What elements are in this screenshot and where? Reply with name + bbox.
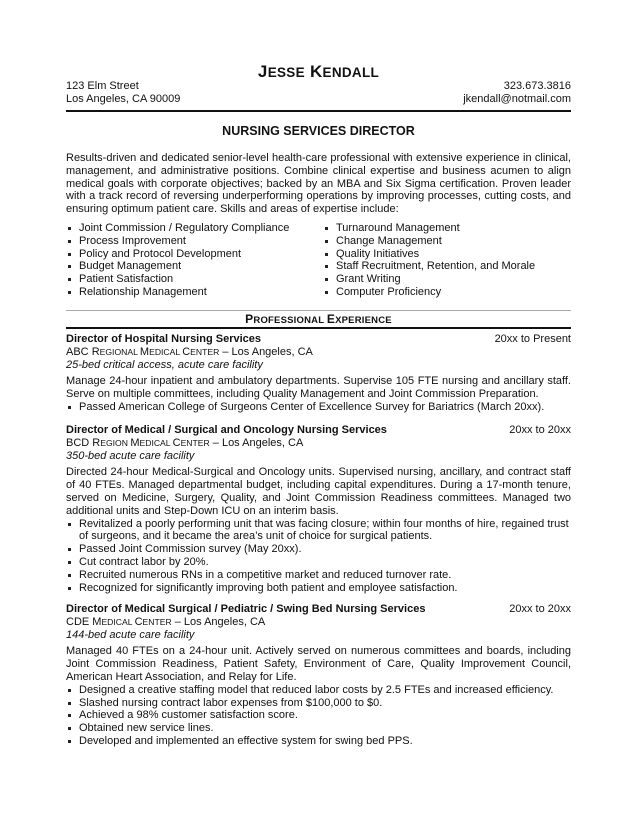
address-line-1: 123 Elm Street bbox=[66, 80, 139, 92]
candidate-name bbox=[66, 62, 571, 81]
phone-number: 323.673.3816 bbox=[503, 80, 571, 92]
employer-part: ENTER bbox=[142, 616, 172, 627]
achievement-item: Obtained new service lines. bbox=[66, 722, 571, 735]
skill-item: Process Improvement bbox=[66, 235, 323, 248]
skill-item: Patient Satisfaction bbox=[66, 273, 323, 286]
facility-description: 25-bed critical access, acute care facility bbox=[66, 358, 263, 371]
employer-part: ABC bbox=[66, 345, 92, 358]
employer-part: C bbox=[134, 615, 143, 628]
employer-part: C bbox=[172, 436, 181, 449]
job-entry bbox=[66, 603, 571, 748]
job-dates: 20xx to 20xx bbox=[509, 424, 571, 436]
achievement-item: Slashed nursing contract labor expenses from $100,000 to $0. bbox=[66, 697, 571, 710]
employer-part: R bbox=[91, 345, 100, 358]
employer-part: BCD bbox=[66, 436, 93, 449]
contact-block bbox=[463, 80, 571, 106]
employer-part: C bbox=[182, 345, 191, 358]
heading-initial: E bbox=[326, 312, 336, 326]
employer-part: EGIONAL bbox=[99, 346, 140, 357]
heading-rest: ROFESSIONAL bbox=[253, 315, 327, 326]
name-rest: ENDALL bbox=[322, 65, 380, 80]
achievement-list bbox=[66, 401, 571, 414]
section-divider-bottom bbox=[66, 327, 571, 329]
employer-part: CDE bbox=[66, 615, 93, 628]
skills-column-left bbox=[66, 222, 323, 299]
achievement-item: Passed Joint Commission survey (May 20xx). bbox=[66, 543, 571, 556]
employer-part: EDICAL bbox=[149, 346, 183, 357]
skill-item: Policy and Protocol Development bbox=[66, 248, 323, 261]
employer-part: EDICAL bbox=[101, 616, 135, 627]
job-title: Director of Medical / Surgical and Oncology Nursing Services bbox=[66, 424, 387, 436]
resume-page bbox=[66, 0, 571, 747]
resume-title: NURSING SERVICES DIRECTOR bbox=[222, 124, 415, 138]
achievement-item: Revitalized a poorly performing unit that was facing closure; within four months of hire, regained trust of surgeons, and it became the area’s unit of choice for surgical patients. bbox=[66, 518, 571, 544]
email-address[interactable]: jkendall@notmail.com bbox=[463, 92, 571, 105]
job-title: Director of Medical Surgical / Pediatric / Swing Bed Nursing Services bbox=[66, 603, 426, 615]
heading-rest: XPERIENCE bbox=[335, 315, 392, 326]
skill-item: Staff Recruitment, Retention, and Morale bbox=[323, 260, 535, 273]
summary-paragraph: Results-driven and dedicated senior-level health-care professional with extensive experience in clinical, management, and administrative positions. Combine clinical expertise and business acumen to align medical goals with corporate objectives; backed by an MBA and Six Sigma certification. Proven leader with a track record of reversing underperforming operations by improving processes, cutting costs, and ensuring optimum patient care. Skills and areas of expertise include: bbox=[66, 152, 571, 216]
skill-item: Change Management bbox=[323, 235, 535, 248]
employer bbox=[66, 437, 571, 450]
job-entry bbox=[66, 424, 571, 594]
employer-part: EGION bbox=[100, 437, 131, 448]
skill-item: Computer Proficiency bbox=[323, 286, 535, 299]
skills-column-right bbox=[323, 222, 535, 299]
job-dates: 20xx to Present bbox=[494, 333, 571, 345]
resume-header bbox=[66, 0, 571, 112]
name-initial: J bbox=[257, 62, 268, 81]
achievement-item: Recognized for significantly improving both patient and employee satisfaction. bbox=[66, 582, 571, 595]
achievement-item: Achieved a 98% customer satisfaction score. bbox=[66, 709, 571, 722]
employer-part: M bbox=[92, 615, 102, 628]
address-line-2: Los Angeles, CA 90009 bbox=[66, 92, 181, 105]
employer-location: – Los Angeles, CA bbox=[219, 345, 313, 358]
job-description: Manage 24-hour inpatient and ambulatory departments. Supervise 105 FTE nursing and ancillary staff. Serve on multiple committees, including Quality Management and Joint Commission Preparation. bbox=[66, 375, 571, 401]
skill-item: Budget Management bbox=[66, 260, 323, 273]
address-block bbox=[66, 80, 180, 106]
employer-part: EDICAL bbox=[139, 437, 173, 448]
job-entry bbox=[66, 333, 571, 414]
achievement-item: Recruited numerous RNs in a competitive market and reduced turnover rate. bbox=[66, 569, 571, 582]
heading-initial: P bbox=[245, 312, 254, 326]
skill-item: Grant Writing bbox=[323, 273, 535, 286]
header-divider bbox=[66, 110, 571, 112]
section-heading-experience bbox=[66, 313, 571, 328]
skill-item: Joint Commission / Regulatory Compliance bbox=[66, 222, 323, 235]
skills-list bbox=[66, 222, 571, 299]
skill-item: Relationship Management bbox=[66, 286, 323, 299]
section-divider-top bbox=[66, 310, 571, 311]
employer bbox=[66, 616, 571, 629]
employer-part: M bbox=[130, 436, 140, 449]
achievement-item: Passed American College of Surgeons Center of Excellence Survey for Bariatrics (March 20xx). bbox=[66, 401, 571, 414]
achievement-item: Designed a creative staffing model that reduced labor costs by 2.5 FTEs and increased efficiency. bbox=[66, 684, 571, 697]
job-header bbox=[66, 424, 571, 437]
job-header bbox=[66, 603, 571, 616]
employer bbox=[66, 346, 571, 359]
employer-location: – Los Angeles, CA bbox=[171, 615, 266, 628]
job-title: Director of Hospital Nursing Services bbox=[66, 333, 261, 345]
employer-location: – Los Angeles, CA bbox=[209, 436, 304, 449]
achievement-item: Developed and implemented an effective system for swing bed PPS. bbox=[66, 735, 571, 748]
name-rest: ESSE bbox=[267, 65, 305, 80]
achievement-list bbox=[66, 518, 571, 595]
skill-item: Turnaround Management bbox=[323, 222, 535, 235]
employer-part: R bbox=[92, 436, 101, 449]
job-header bbox=[66, 333, 571, 346]
facility-description: 144-bed acute care facility bbox=[66, 628, 195, 641]
job-description: Directed 24-hour Medical-Surgical and Oncology units. Supervised nursing, ancillary, and contract staff of 40 FTEs. Managed departmental budget, including capital expenditures. During a 17-month tenure, served on Medicine, Surgery, Quality, and Joint Commission Readiness committees. Managed two additional units and Step-Down ICU on an interim basis. bbox=[66, 466, 571, 517]
skill-item: Quality Initiatives bbox=[323, 248, 535, 261]
job-description: Managed 40 FTEs on a 24-hour unit. Actively served on numerous committees and boards, including Joint Commission Readiness, Patient Safety, Environment of Care, Quality Improvement Council, American Heart Association, and Relay for Life. bbox=[66, 645, 571, 683]
job-dates: 20xx to 20xx bbox=[509, 603, 571, 615]
achievement-item: Cut contract labor by 20%. bbox=[66, 556, 571, 569]
employer-part: M bbox=[139, 345, 150, 358]
achievement-list bbox=[66, 684, 571, 748]
facility-description: 350-bed acute care facility bbox=[66, 449, 195, 462]
employer-part: ENTER bbox=[180, 437, 210, 448]
employer-part: ENTER bbox=[190, 346, 220, 357]
name-initial: K bbox=[309, 62, 323, 81]
